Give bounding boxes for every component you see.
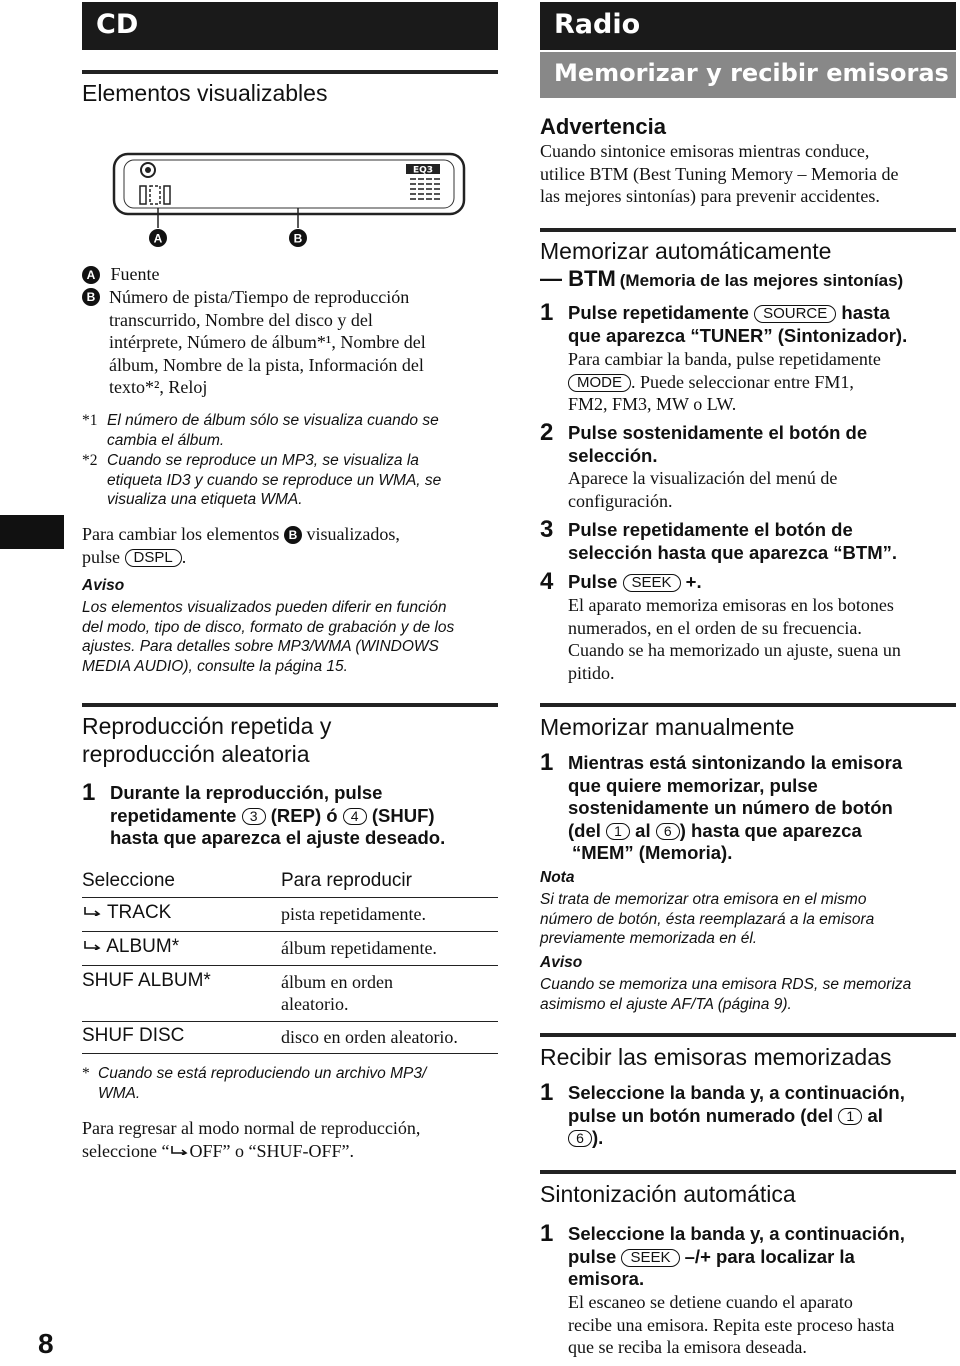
table-footnote: * Cuando se está reproduciendo un archivo MP3/ WMA. — [82, 1065, 427, 1102]
side-thumb-tab — [0, 515, 64, 549]
section-heading-auto: Memorizar automáticamente — [540, 238, 832, 264]
aviso-text: Cuando se memoriza una emisora RDS, se memoriza asimismo el ajuste AF/TA (página 9). — [540, 976, 912, 1013]
section-heading-repeat: Reproducción repetida y reproducción aleatoria — [82, 713, 332, 767]
step-1-text: Durante la reproducción, pulse repetidamente 3 (REP) ó 4 (SHUF) hasta que aparezca el ajuste deseado. — [110, 782, 446, 848]
section-rule — [540, 703, 956, 707]
section-heading-manual: Memorizar manualmente — [540, 714, 795, 740]
seek-button[interactable]: SEEK — [621, 1249, 679, 1267]
repeat-icon — [82, 940, 102, 950]
radio-tab-title: Radio — [554, 9, 641, 40]
col-header-select: Seleccione — [82, 870, 175, 891]
sintonia-body: El escaneo se detiene cuando el aparato recibe una emisora. Repita este proceso hasta que se reciba la emisora deseada. — [568, 1292, 895, 1357]
button-4[interactable]: 4 — [343, 808, 367, 825]
aviso-text: Los elementos visualizados pueden diferir en función del modo, tipo de disco, formato de grabación y de los ajustes. Para detalles sobre MP3/WMA (WINDOWS MEDIA AUDIO), consulte la página 15. — [82, 599, 455, 675]
nota-text: Si trata de memorizar otra emisora en el mismo número de botón, ésta reemplazará a la emisora previamente memorizada en él. — [540, 891, 875, 947]
auto-step-1-body: Para cambiar la banda, pulse repetidamente MODE . Puede seleccionar entre FM1, FM2, FM3, MW o LW. — [568, 349, 881, 414]
auto-step-4-body: El aparato memoriza emisoras en los botones numerados, en el orden de su frecuencia. Cuando se ha memorizado un ajuste, suena un pitido. — [568, 595, 901, 683]
step-number: 1 — [540, 1079, 554, 1106]
radio-tab-header — [540, 2, 956, 50]
col-header-result: Para reproducir — [281, 870, 412, 891]
auto-step-2-body: Aparece la visualización del menú de configuración. — [568, 468, 838, 511]
auto-step-3: Pulse repetidamente el botón de selección hasta que aparezca “BTM”. — [568, 519, 898, 563]
step-number: 1 — [540, 299, 554, 326]
nota-label: Nota — [540, 869, 575, 886]
advertencia-heading: Advertencia — [540, 114, 666, 139]
button-3[interactable]: 3 — [242, 808, 266, 825]
eq3-label: EQ3 — [412, 165, 434, 176]
callout-a: A — [153, 231, 163, 246]
step-number: 1 — [540, 749, 554, 776]
callout-b: B — [293, 231, 303, 246]
repeat-icon — [82, 906, 102, 916]
dspl-button[interactable]: DSPL — [125, 549, 182, 567]
section-rule — [82, 703, 498, 707]
auto-step-1: Pulse repetidamente SOURCE hasta que aparezca “TUNER” (Sintonizador). — [568, 302, 908, 346]
auto-step-4: Pulse SEEK +. — [568, 571, 702, 592]
section-heading-sintonia: Sintonización automática — [540, 1181, 796, 1207]
table-header — [82, 868, 498, 898]
step-number: 3 — [540, 516, 554, 543]
step-number: 1 — [82, 779, 96, 806]
table-row: TRACK pista repetidamente. — [82, 897, 498, 932]
display-illustration — [110, 148, 470, 254]
footnote-2: *2 Cuando se reproduce un MP3, se visualiza la etiqueta ID3 y cuando se reproduce un WMA, se visualiza una etiqueta WMA. — [82, 452, 442, 508]
advertencia-text: Cuando sintonice emisoras mientras conduce, utilice BTM (Best Tuning Memory – Memoria de las mejores sintonías) para prevenir accidentes. — [540, 141, 899, 206]
repeat-icon — [169, 1145, 189, 1155]
legend-item-a: A Fuente — [82, 263, 160, 286]
section-rule — [540, 1170, 956, 1174]
table-row: ALBUM* álbum repetidamente. — [82, 931, 498, 966]
return-normal-text: Para regresar al modo normal de reproducción, seleccione “ OFF” o “SHUF-OFF”. — [82, 1118, 421, 1161]
button-6[interactable]: 6 — [568, 1130, 592, 1147]
auto-step-2: Pulse sostenidamente el botón de selección. — [568, 422, 868, 466]
aviso-label: Aviso — [540, 954, 583, 971]
step-number: 2 — [540, 419, 554, 446]
mode-button[interactable]: MODE — [568, 374, 631, 392]
aviso-label: Aviso — [82, 577, 125, 594]
recibir-step-1: Seleccione la banda y, a continuación, pulse un botón numerado (del 1 al 6 ). — [568, 1082, 905, 1148]
sintonia-step-1: Seleccione la banda y, a continuación, pulse SEEK –/+ para localizar la emisora. — [568, 1223, 905, 1289]
radio-subtitle-bar — [540, 52, 956, 98]
table-row: SHUF ALBUM* álbum en orden aleatorio. — [82, 965, 498, 1022]
step-number: 4 — [540, 568, 554, 595]
section-heading-recibir: Recibir las emisoras memorizadas — [540, 1044, 892, 1070]
manual-step-1: Mientras está sintonizando la emisora que quiere memorizar, pulse sostenidamente un número de botón (del 1 al 6 ) hasta que aparezca “MEM” (Memoria). — [568, 752, 903, 863]
marker-a: A — [82, 266, 100, 284]
button-6[interactable]: 6 — [656, 823, 680, 840]
seek-button[interactable]: SEEK — [623, 574, 681, 592]
section-rule — [82, 70, 498, 74]
change-display-text: Para cambiar los elementos B visualizados, pulse DSPL . — [82, 524, 400, 567]
table-row: SHUF DISC disco en orden aleatorio. — [82, 1021, 498, 1054]
step-number: 1 — [540, 1220, 554, 1247]
cd-tab-title: CD — [96, 9, 139, 40]
cd-tab-header — [82, 2, 498, 50]
section-rule — [540, 1033, 956, 1037]
button-1[interactable]: 1 — [606, 823, 630, 840]
button-1[interactable]: 1 — [838, 1108, 862, 1125]
section-rule — [540, 228, 956, 232]
page-number: 8 — [38, 1328, 54, 1359]
radio-subtitle: Memorizar y recibir emisoras — [554, 59, 949, 87]
marker-b-inline: B — [284, 526, 302, 544]
footnote-1: *1 El número de álbum sólo se visualiza cuando se cambia el álbum. — [82, 412, 439, 449]
btm-subheading: — BTM (Memoria de las mejores sintonías) — [540, 266, 904, 291]
source-button[interactable]: SOURCE — [754, 305, 836, 323]
section-heading-elementos: Elementos visualizables — [82, 80, 328, 106]
marker-b: B — [82, 288, 100, 306]
